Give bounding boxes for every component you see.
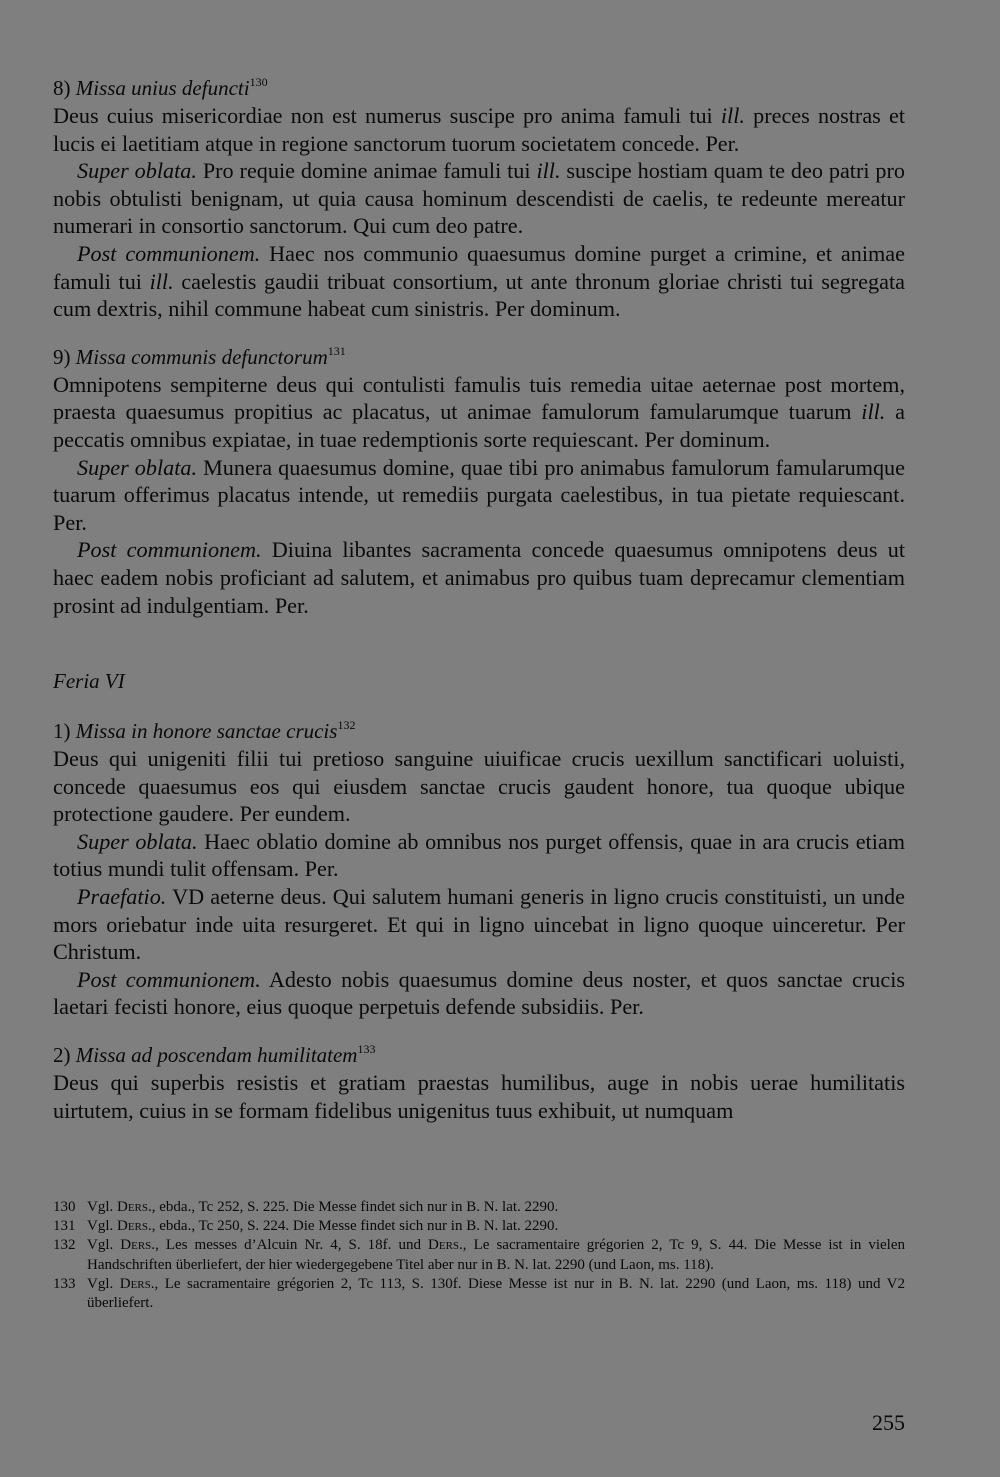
feria-2-heading: [53, 1041, 905, 1069]
footnote-item: [53, 1275, 905, 1313]
footnote-number: 133: [53, 1275, 76, 1292]
footnote-ref[interactable]: 132: [337, 718, 356, 733]
paragraph: Post communionem. Haec nos communio quaesumus domine purget a crimine, et animae famuli tui ill. caelestis gaudii tribuat consortium, ut ante thronum gloriae christi tui segregata cum dextris, nihil commune habeat cum sinistris. Per dominum.: [53, 240, 905, 322]
paragraph: Deus qui unigeniti filii tui pretioso sanguine uiuificae crucis uexillum sanctificari uoluisti, concede quaesumus eos qui eiusdem sanctae crucis gaudent honore, tua quoque ubique protectione gaudere. Per eundem.: [53, 746, 905, 827]
feria-heading: Feria VI: [53, 669, 125, 694]
paragraph: Deus cuius misericordiae non est numerus suscipe pro anima famuli tui ill. preces nostras et lucis ei laetitiam atque in regione sanctorum tuorum societatem concede. Per.: [53, 103, 905, 156]
paragraph: Post communionem. Diuina libantes sacramenta concede quaesumus omnipotens deus ut haec eadem nobis proficiant ad salutem, et animabus pro quibus tuam deprecamur clementiam prosint ad indulgentiam. Per.: [53, 537, 905, 618]
footnote-ref[interactable]: 131: [327, 343, 346, 358]
footnote-text: Vgl. Ders., Le sacramentaire grégorien 2, Tc 113, S. 130f. Diese Messe ist nur in B. N. lat. 2290 (und Laon, ms. 118) und V2 überliefert.: [87, 1275, 906, 1312]
footnote-ref[interactable]: 130: [249, 75, 268, 89]
section-8-heading: [53, 74, 905, 102]
paragraph: Post communionem. Adesto nobis quaesumus domine deus noster, et quos sanctae crucis laetari fecisti honore, eius quoque perpetuis defende subsidiis. Per.: [53, 966, 905, 1020]
paragraph: Super oblata. Haec oblatio domine ab omnibus nos purget offensis, quae in ara crucis etiam totius mundi tulit offensam. Per.: [53, 828, 905, 882]
section-title: Missa communis defunctorum: [75, 344, 328, 369]
paragraph: Super oblata. Pro requie domine animae famuli tui ill. suscipe hostiam quam te deo patri pro nobis obtulisti benignam, ut quia causa hominum descendisti de caelis, te redeunte mereatur numerari in consortio sanctorum. Qui cum deo patre.: [53, 158, 905, 239]
section-number: 2): [53, 1043, 71, 1068]
footnote-text: Vgl. Ders., ebda., Tc 250, S. 224. Die Messe findet sich nur in B. N. lat. 2290.: [87, 1218, 559, 1235]
page-number: 255: [872, 1410, 905, 1435]
footnote-item: [53, 1236, 905, 1274]
section-9-heading: [53, 343, 905, 371]
section-number: 8): [53, 76, 71, 100]
paragraph: Praefatio. VD aeterne deus. Qui salutem humani generis in ligno crucis constituisti, un unde mors oriebatur inde uita resurgeret. Et qui in ligno uincebat in ligno quoque uinceretur. Per Christum.: [53, 884, 905, 965]
section-title: Missa unius defuncti: [75, 76, 250, 100]
footnote-item: [53, 1198, 905, 1217]
paragraph: Omnipotens sempiterne deus qui contulisti famulis tuis remedia uitae aeternae post mortem, praesta quaesumus propitius ac placatus, ut animae famulorum famularumque tuarum ill. a peccatis omnibus expiatae, in tuae redemptionis sorte requiescant. Per dominum.: [53, 371, 905, 452]
footnote-number: 131: [53, 1218, 76, 1235]
footnote-ref[interactable]: 133: [357, 1042, 376, 1057]
paragraph: Super oblata. Munera quaesumus domine, quae tibi pro animabus famulorum famularumque tuarum offerimus placatus intende, ut remediis purgata caelestibus, in tua pietate requiescant. Per.: [53, 454, 905, 535]
footnote-item: [53, 1217, 905, 1236]
page-body: [53, 74, 905, 1124]
section-title: Missa ad poscendam humilitatem: [75, 1043, 358, 1068]
footnote-text: Vgl. Ders., ebda., Tc 252, S. 225. Die Messe findet sich nur in B. N. lat. 2290.: [87, 1199, 559, 1215]
feria-1-heading: [53, 717, 905, 745]
section-title: Missa in honore sanctae crucis: [75, 719, 338, 744]
paragraph: Deus qui superbis resistis et gratiam praestas humilibus, auge in nobis uerae humilitatis uirtutem, cuius in se formam fidelibus unigenitus tuus exhibuit, ut numquam: [53, 1070, 905, 1123]
section-number: 9): [53, 344, 71, 369]
section-number: 1): [53, 719, 71, 744]
footnote-number: 130: [53, 1199, 76, 1215]
footnote-text: Vgl. Ders., Les messes d’Alcuin Nr. 4, S. 18f. und Ders., Le sacramentaire grégorien 2, Tc 9, S. 44. Die Messe ist in vielen Handschriften überliefert, der hier wiedergegebene Titel aber nur in B. N. lat. 2290 (und Laon, ms. 118).: [87, 1237, 906, 1273]
footnote-number: 132: [53, 1237, 76, 1254]
footnotes: [53, 1198, 905, 1313]
